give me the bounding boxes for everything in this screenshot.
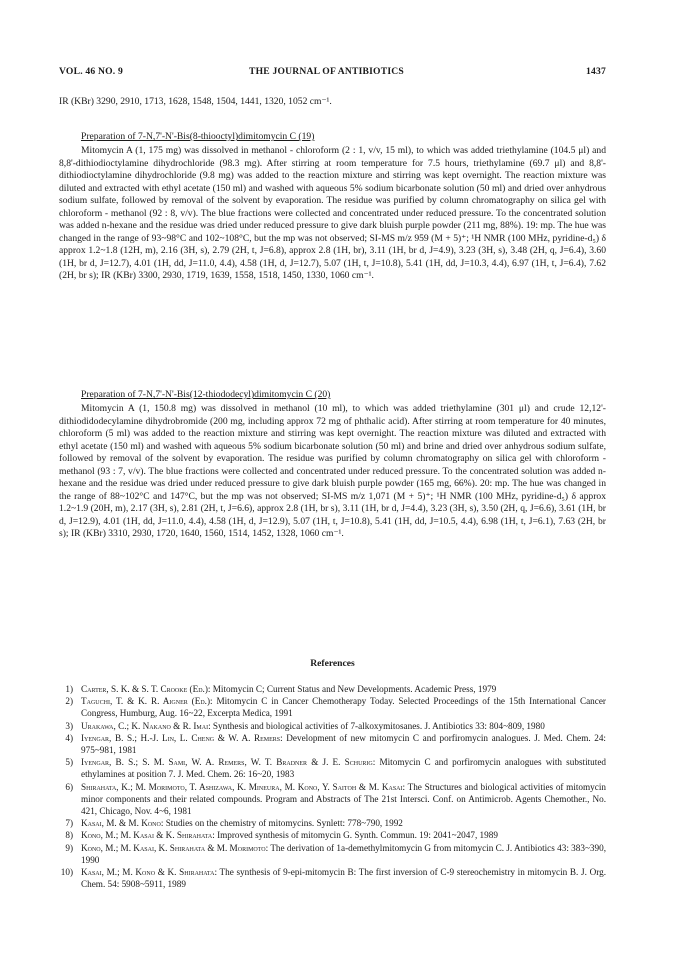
reference-text: Mitomycin C in Cancer Chemotherapy Today. Selected Proceedings of the 15th International Cancer Congress, Humburg, Aug. 16~22, Excerpta Medica, 1991 (81, 696, 606, 719)
page-number: 1437 (586, 66, 606, 77)
reference-text: The derivation of 1a-demethylmitomycin G from mitomycin C. J. Antibiotics 43: 383~390, 1990 (81, 842, 606, 865)
reference-number: 1) (65, 684, 73, 694)
reference-authors: Shirahata, K.; M. Morimoto, T. Ashizawa, K. Mineura, M. Kono, Y. Saitoh & M. Kasai: (81, 781, 406, 792)
reference-authors: Urakawa, C.; K. Nakano & R. Imai: (81, 720, 211, 731)
reference-number: 10) (60, 867, 73, 878)
reference-item (59, 866, 606, 890)
reference-number: 6) (65, 781, 73, 792)
volume-label: VOL. 46 NO. 9 (59, 66, 123, 77)
reference-item (59, 720, 606, 732)
reference-text: The synthesis of 9-epi-mitomycin B: The first inversion of C-9 stereochemistry in mitomycin B. J. Org. Chem. 54: 5908~5911, 1989 (81, 867, 606, 890)
section-19-body: Mitomycin A (1, 175 mg) was dissolved in methanol - chloroform (2 : 1, v/v, 15 ml), to which was added triethylamine (104.5 μl) and 8,8'-dithiodioctylamine dihydrochloride (98.3 mg). After stirring at room temperature for 7.5 hours, triethylamine (69.7 μl) and 8,8'-dithiodioctylamine dihydrochloride (9.8 mg) was added to the reaction mixture and stirring was kept overnight. The reaction mixture was diluted and extracted with ethyl acetate (150 ml) and washed with aqueous 5% sodium bicarbonate solution (50 ml) and dried over anhydrous sodium sulfate, followed by removal of the solvent by evaporation. The residue was purified by column chromatography on silica gel with chloroform - methanol (92 : 8, v/v). The blue fractions were collected and concentrated under reduced pressure. To the concentrated solution was added n-hexane and the residue was dried under reduced pressure to give dark bluish purple powder (211 mg, 88%). 19: mp. The hue was changed in the range of 93~98°C and 102~108°C, but the mp was not observed; SI-MS m/z 959 (M + 5)⁺; ¹H NMR (100 MHz, pyridine-d₅) δ approx 1.2~1.8 (12H, m), 2.16 (3H, s), 2.79 (2H, t, J=6.8), approx 2.8 (1H, br), 3.11 (1H, br d, J=4.9), 3.23 (3H, s), 3.48 (2H, q, J=6.4), 3.60 (1H, br d, J=12.7), 4.01 (1H, dd, J=11.0, 4.4), 4.58 (1H, d, J=12.7), 5.07 (1H, t, J=10.8), 5.41 (1H, dd, J=10.3, 4.4), 6.97 (1H, t, J=6.4), 7.62 (2H, br s); IR (KBr) 3300, 2930, 1719, 1639, 1558, 1518, 1450, 1330, 1060 cm⁻¹. (59, 145, 606, 282)
reference-number: 7) (65, 818, 73, 829)
reference-item (59, 817, 606, 829)
reference-item (59, 695, 606, 719)
reference-number: 5) (65, 757, 73, 768)
reference-authors: Taguchi, T. & K. R. Aigner (Ed.): (81, 696, 213, 707)
reference-authors: Kasai, M. & M. Kono: (81, 818, 164, 829)
section-20-body: Mitomycin A (1, 150.8 mg) was dissolved in methanol (10 ml), to which was added triethylamine (301 μl) and crude 12,12'-dithiodidodecylamine dihydrobromide (200 mg, including approx 72 mg of phthalic acid). After stirring at room temperature for 40 minutes, chloroform (5 ml) was added to the reaction mixture and stirring was kept overnight. The reaction mixture was diluted and extracted with ethyl acetate (150 ml) and washed with aqueous 5% sodium bicarbonate solution (50 ml) and brine and dried over anhydrous sodium sulfate, followed by removal of the solvent by evaporation. The residue was purified by column chromatography on silica gel with chloroform - methanol (93 : 7, v/v). The blue fractions were collected and concentrated under reduced pressure. To the concentrated solution was added n-hexane and the residue was dried under reduced pressure to give dark bluish purple powder (165 mg, 66%). 20: mp. The hue was changed in the range of 88~102°C and 147°C, but the mp was not observed; SI-MS m/z 1,071 (M + 5)⁺; ¹H NMR (100 MHz, pyridine-d₅) δ approx 1.2~1.9 (20H, m), 2.17 (3H, s), 2.81 (2H, t, J=6.6), approx 2.8 (1H, br s), 3.11 (1H, br d, J=4.4), 3.23 (3H, s), 3.50 (2H, q, J=6.6), 3.61 (1H, br d, J=12.9), 4.01 (1H, dd, J=11.0, 4.4), 4.58 (1H, d, J=12.9), 5.07 (1H, t, J=10.8), 5.41 (1H, dd, J=10.5, 4.4), 6.98 (1H, t, J=6.1), 7.63 (2H, br s); IR (KBr) 3310, 2930, 1720, 1640, 1560, 1514, 1452, 1328, 1060 cm⁻¹. (59, 403, 606, 540)
reference-number: 2) (65, 696, 73, 707)
reference-text: Mitomycin C; Current Status and New Developments. Academic Press, 1979 (210, 684, 497, 694)
reference-text: Synthesis and biological activities of 7-alkoxymitosanes. J. Antibiotics 33: 804~809, 1980 (210, 720, 545, 731)
reference-item (59, 829, 606, 841)
reference-authors: Iyengar, B. S.; S. M. Sami, W. A. Remers, W. T. Bradner & J. E. Schurig: (81, 757, 376, 768)
reference-number: 8) (65, 830, 73, 841)
reference-text: Studies on the chemistry of mitomycins. Synlett: 778~790, 1992 (163, 818, 403, 829)
reference-authors: Kono, M.; M. Kasai, K. Shirahata & M. Morimoto: (81, 842, 269, 853)
reference-text: Development of new mitomycin C and porfiromycin analogues. J. Med. Chem. 24: 975~981, 1981 (81, 732, 606, 756)
reference-authors: Carter, S. K. & S. T. Crooke (Ed.): (81, 684, 211, 694)
references-title: References (310, 658, 355, 669)
reference-authors: Kono, M.; M. Kasai & K. Shirahata: (81, 830, 215, 841)
reference-text: Mitomycin C and porfiromycin analogues with substituted ethylamines at position 7. J. Med. Chem. 26: 16~20, 1983 (81, 757, 606, 780)
reference-number: 9) (65, 842, 73, 853)
ir-continued-line: IR (KBr) 3290, 2910, 1713, 1628, 1548, 1504, 1441, 1320, 1052 cm⁻¹. (59, 96, 332, 107)
reference-item (59, 756, 606, 780)
journal-title: THE JOURNAL OF ANTIBIOTICS (249, 66, 404, 77)
reference-number: 3) (65, 720, 73, 731)
reference-number: 4) (65, 732, 73, 743)
section-19-heading: Preparation of 7-N,7'-N'-Bis(8-thiooctyl)dimitomycin C (19) (81, 131, 315, 142)
reference-text: Improved synthesis of mitomycin G. Synth. Commun. 19: 2041~2047, 1989 (214, 830, 498, 841)
section-20-heading: Preparation of 7-N,7'-N'-Bis(12-thiododecyl)dimitomycin C (20) (81, 389, 331, 400)
references-list (59, 683, 606, 890)
reference-authors: Kasai, M.; M. Kono & K. Shirahata: (81, 867, 217, 878)
reference-item (59, 781, 606, 818)
reference-item (59, 683, 606, 695)
reference-item (59, 842, 606, 866)
reference-text: The Structures and biological activities of mitomycin minor components and their related compounds. Program and Abstracts of The 21st Intersci. Conf. on Antimicrob. Agents Chemother., No. 421, Chicago, Nov. 4~6, 1981 (81, 781, 606, 817)
running-header (59, 66, 606, 80)
reference-item (59, 732, 606, 756)
reference-authors: Iyengar, B. S.; H.-J. Lin, L. Cheng & W. A. Remers: (81, 732, 283, 743)
